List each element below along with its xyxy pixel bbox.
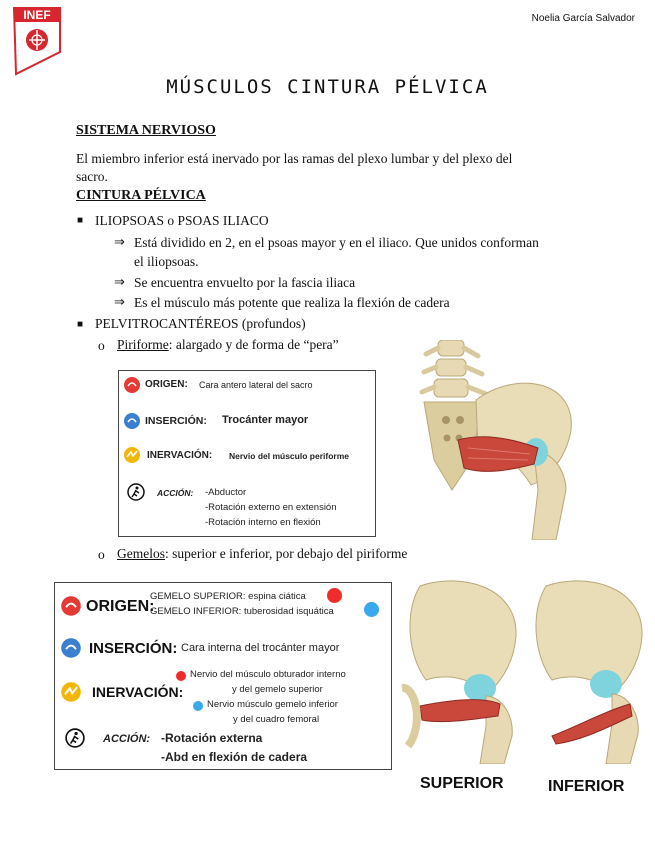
caption-superior: SUPERIOR — [420, 775, 504, 792]
running-person-icon — [65, 728, 85, 748]
arrow-icon: ⇒ — [114, 234, 125, 249]
nervous-text-line2: sacro. — [76, 169, 108, 184]
innervation-2a: Nervio músculo gemelo inferior — [207, 699, 338, 710]
section-heading-nervous: SISTEMA NERVIOSO — [76, 123, 216, 138]
insertion-icon — [123, 412, 141, 430]
iliopsoas-point3: Es el músculo más potente que realiza la flexión de cadera — [134, 295, 450, 310]
bullet-marker: ■ — [77, 319, 84, 330]
piriforme-desc: : alargado y de forma de “pera” — [168, 337, 339, 352]
insertion-label: INSERCIÓN: — [145, 415, 207, 427]
innervation-icon — [60, 681, 82, 703]
origin-label: ORIGEN: — [145, 379, 188, 390]
list-item-pelvitrocantereos: PELVITROCANTÉREOS (profundos) — [95, 316, 306, 331]
origin-superior: GEMELO SUPERIOR: espina ciática — [150, 591, 306, 602]
insertion-icon — [60, 637, 82, 659]
caption-inferior: INFERIOR — [548, 778, 625, 795]
innervation-label: INERVACIÓN: — [92, 684, 184, 700]
action-line1: -Rotación externa — [161, 731, 263, 745]
innervation-2b: y del cuadro femoral — [233, 714, 320, 725]
gemelos-desc: : superior e inferior, por debajo del piriforme — [165, 546, 408, 561]
iliopsoas-point1-a: Está dividido en 2, en el psoas mayor y en el iliaco. Que unidos conforman — [134, 235, 539, 250]
origin-icon — [123, 376, 141, 394]
inef-logo — [12, 6, 62, 76]
piriforme-name: Piriforme — [117, 337, 169, 352]
red-dot-icon — [176, 671, 186, 681]
action-line2: -Abd en flexión de cadera — [161, 750, 308, 764]
action-label: ACCIÓN: — [103, 733, 151, 745]
piriformis-anatomy-illustration — [406, 340, 578, 540]
action-line2: -Rotación externo en extensión — [205, 502, 337, 513]
action-label: ACCIÓN: — [157, 488, 194, 498]
gemelos-line — [117, 545, 407, 563]
arrow-icon: ⇒ — [114, 274, 125, 289]
circle-bullet: o — [98, 338, 105, 353]
section-heading-pelvic: CINTURA PÉLVICA — [76, 188, 206, 203]
origin-value: Cara antero lateral del sacro — [199, 380, 313, 390]
innervation-1a: Nervio del músculo obturador interno — [190, 669, 346, 680]
circle-bullet: o — [98, 547, 105, 562]
origin-label: ORIGEN: — [86, 598, 155, 615]
gemelos-name: Gemelos — [117, 546, 165, 561]
red-dot-icon — [327, 588, 342, 603]
innervation-icon — [123, 446, 141, 464]
insertion-label: INSERCIÓN: — [89, 640, 178, 657]
innervation-label: INERVACIÓN: — [147, 450, 213, 461]
piriforme-line — [117, 336, 339, 354]
list-item-iliopsoas: ILIOPSOAS o PSOAS ILIACO — [95, 213, 269, 228]
iliopsoas-point2: Se encuentra envuelto por la fascia iliaca — [134, 275, 356, 290]
arrow-icon: ⇒ — [114, 294, 125, 309]
insertion-value: Cara interna del trocánter mayor — [181, 642, 340, 654]
nervous-text-line1: El miembro inferior está inervado por las ramas del plexo lumbar y del plexo del — [76, 151, 513, 166]
origin-inferior: GEMELO INFERIOR: tuberosidad isquática — [150, 606, 334, 617]
running-person-icon — [127, 483, 145, 501]
insertion-value: Trocánter mayor — [222, 414, 309, 426]
iliopsoas-point1-b: el iliopsoas. — [134, 254, 199, 269]
logo-text: INEF — [23, 8, 51, 22]
author-name: Noelia García Salvador — [531, 13, 635, 24]
piriforme-info-card — [118, 370, 376, 537]
innervation-value: Nervio del músculo periforme — [229, 451, 349, 461]
action-line1: -Abductor — [205, 487, 247, 498]
gemelo-superior-illustration — [400, 576, 522, 764]
blue-dot-icon — [364, 602, 379, 617]
blue-dot-icon — [193, 701, 203, 711]
bullet-marker: ■ — [77, 215, 84, 226]
action-line3: -Rotación interno en flexión — [205, 517, 321, 528]
gemelos-info-card — [54, 582, 392, 770]
origin-icon — [60, 595, 82, 617]
gemelo-inferior-illustration — [528, 576, 648, 764]
innervation-1b: y del gemelo superior — [232, 684, 323, 695]
page-title: MÚSCULOS CINTURA PÉLVICA — [166, 76, 489, 98]
